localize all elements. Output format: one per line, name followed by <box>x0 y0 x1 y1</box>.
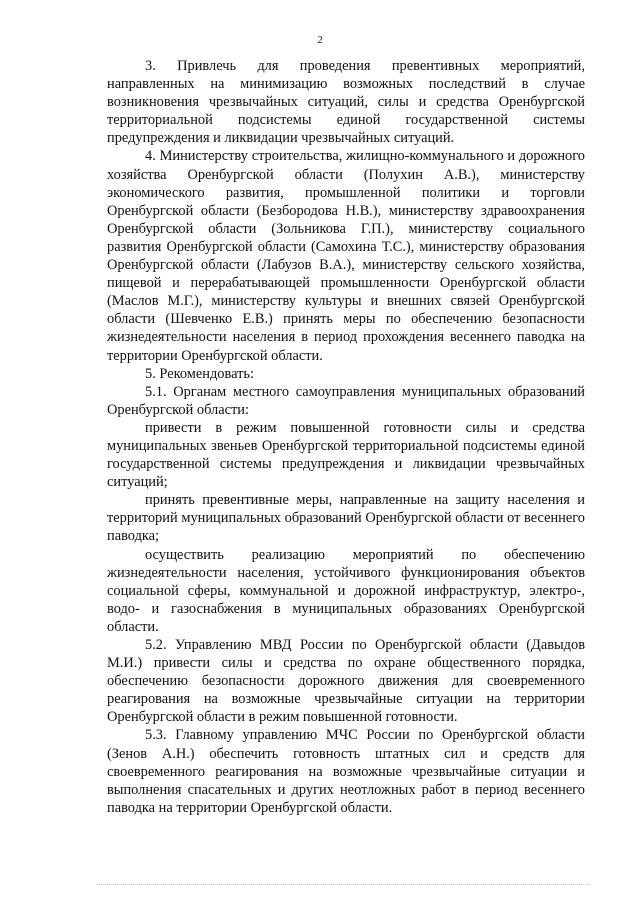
page-number: 2 <box>317 34 323 46</box>
paragraph-subitem-protection: принять превентивные меры, направленные на защиту населения и территорий муниципальных образований Оренбургской области от весеннего паводка; <box>107 492 585 545</box>
scan-footer-strip <box>96 884 590 887</box>
paragraph-item-5-3: 5.3. Главному управлению МЧС России по Оренбургской области (Зенов А.Н.) обеспечить готовность штатных сил и средств для своевременного реагирования на возможные чрезвычайные ситуации и выполнения спасательных и других неотложных работ в период весеннего паводка на территории Оренбургской области. <box>107 727 585 816</box>
paragraph-item-5-1: 5.1. Органам местного самоуправления муниципальных образований Оренбургской области: <box>107 383 585 418</box>
document-body <box>107 57 585 817</box>
paragraph-item-4: 4. Министерству строительства, жилищно-коммунального и дорожного хозяйства Оренбургской области (Полухин А.В.), министерству экономического развития, промышленной политики и торговли Оренбургской области (Безбородова Н.В.), министерству здравоохранения Оренбургской области (Зольникова Г.П.), министерству социального развития Оренбургской области (Самохина Т.С.), министерству образования Оренбургской области (Лабузов В.А.), министерству сельского хозяйства, пищевой и перерабатывающей промышленности Оренбургской области (Маслов М.Г.), министерству культуры и внешних связей Оренбургской области (Шевченко Е.В.) принять меры по обеспечению безопасности жизнедеятельности населения в период прохождения весеннего паводка на территории Оренбургской области. <box>107 148 585 364</box>
paragraph-subitem-life-support: осуществить реализацию мероприятий по обеспечению жизнедеятельности населения, устойчивого функционирования объектов социальной сферы, коммунальной и дорожной инфраструктур, электро-, водо- и газоснабжения в муниципальных образованиях Оренбургской области. <box>107 546 585 635</box>
paragraph-item-3: 3. Привлечь для проведения превентивных мероприятий, направленных на минимизацию возможных последствий в случае возникновения чрезвычайных ситуаций, силы и средства Оренбургской территориальной подсистемы единой государственной системы предупреждения и ликвидации чрезвычайных ситуаций. <box>107 58 585 147</box>
paragraph-item-5-2: 5.2. Управлению МВД России по Оренбургской области (Давыдов М.И.) привести силы и средства по охране общественного порядка, обеспечению безопасности дорожного движения для своевременного реагирования на возможные чрезвычайные ситуации на территории Оренбургской области в режим повышенной готовности. <box>107 637 585 726</box>
paragraph-item-5: 5. Рекомендовать: <box>145 365 254 382</box>
paragraph-subitem-readiness: привести в режим повышенной готовности силы и средства муниципальных звеньев Оренбургской территориальной подсистемы единой государственной системы предупреждения и ликвидации чрезвычайных ситуаций; <box>107 419 585 491</box>
